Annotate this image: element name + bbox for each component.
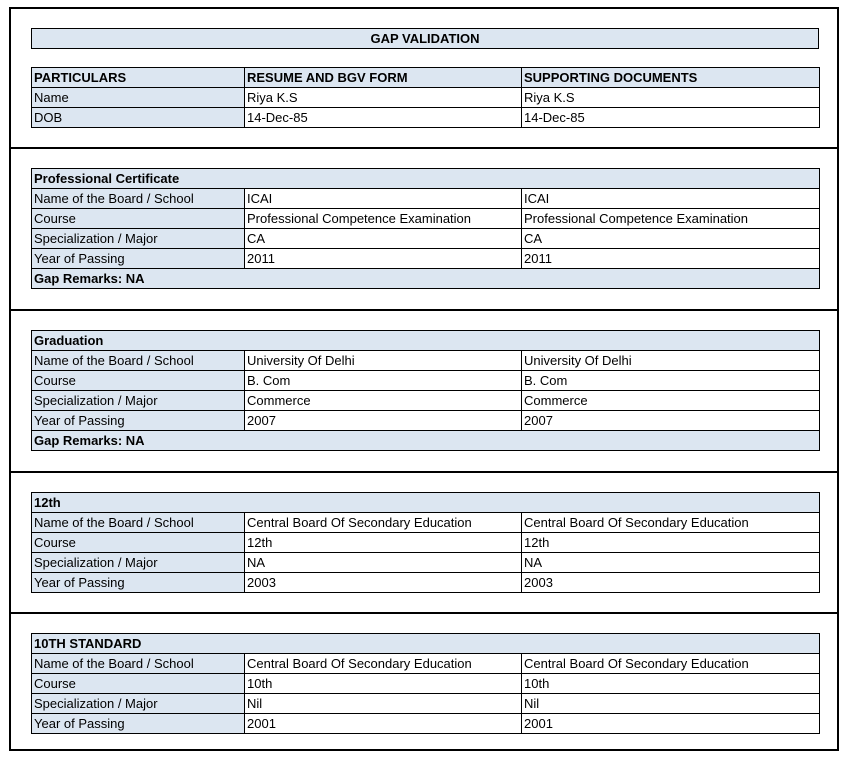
resume-value: ICAI xyxy=(245,189,522,209)
gap-remarks: Gap Remarks: NA xyxy=(32,269,820,289)
table-row xyxy=(32,209,820,229)
resume-value: 2007 xyxy=(245,411,522,431)
section-heading-row xyxy=(32,493,820,513)
resume-value: Nil xyxy=(245,694,522,714)
column-header-row xyxy=(32,68,820,88)
supporting-value: B. Com xyxy=(522,371,820,391)
section-divider xyxy=(9,471,839,473)
supporting-value: NA xyxy=(522,553,820,573)
row-label: Year of Passing xyxy=(32,573,245,593)
table-row xyxy=(32,573,820,593)
row-label: Specialization / Major xyxy=(32,391,245,411)
table-row xyxy=(32,553,820,573)
row-label: Name of the Board / School xyxy=(32,351,245,371)
supporting-value: 2007 xyxy=(522,411,820,431)
table-row xyxy=(32,351,820,371)
resume-value: Commerce xyxy=(245,391,522,411)
resume-value: Central Board Of Secondary Education xyxy=(245,513,522,533)
supporting-value: 2003 xyxy=(522,573,820,593)
resume-value: 14-Dec-85 xyxy=(245,108,522,128)
resume-value: 12th xyxy=(245,533,522,553)
resume-value: 2011 xyxy=(245,249,522,269)
row-label: Specialization / Major xyxy=(32,694,245,714)
section-heading-row xyxy=(32,169,820,189)
row-label: Name of the Board / School xyxy=(32,513,245,533)
supporting-value: Riya K.S xyxy=(522,88,820,108)
section-heading: 12th xyxy=(32,493,820,513)
resume-value: B. Com xyxy=(245,371,522,391)
section-professional-certificate xyxy=(31,168,820,289)
section-graduation xyxy=(31,330,820,451)
row-label: Year of Passing xyxy=(32,714,245,734)
row-label: Year of Passing xyxy=(32,249,245,269)
section-10th-standard xyxy=(31,633,820,734)
supporting-value: 2001 xyxy=(522,714,820,734)
table-row xyxy=(32,411,820,431)
supporting-value: Commerce xyxy=(522,391,820,411)
row-label: Name of the Board / School xyxy=(32,654,245,674)
table-row xyxy=(32,249,820,269)
gap-remarks-row xyxy=(32,431,820,451)
gap-remarks-row xyxy=(32,269,820,289)
resume-value: Central Board Of Secondary Education xyxy=(245,654,522,674)
table-row xyxy=(32,391,820,411)
section-divider xyxy=(9,147,839,149)
supporting-value: CA xyxy=(522,229,820,249)
section-heading-row xyxy=(32,634,820,654)
supporting-value: Professional Competence Examination xyxy=(522,209,820,229)
supporting-value: Central Board Of Secondary Education xyxy=(522,513,820,533)
section-heading: Graduation xyxy=(32,331,820,351)
resume-value: Riya K.S xyxy=(245,88,522,108)
table-row xyxy=(32,714,820,734)
title-table xyxy=(31,28,819,49)
row-label: Course xyxy=(32,209,245,229)
table-row xyxy=(32,229,820,249)
row-label: Name of the Board / School xyxy=(32,189,245,209)
personal-table xyxy=(31,67,820,128)
header-resume: RESUME AND BGV FORM xyxy=(245,68,522,88)
table-row xyxy=(32,371,820,391)
section-heading: Professional Certificate xyxy=(32,169,820,189)
gap-remarks: Gap Remarks: NA xyxy=(32,431,820,451)
row-label: Specialization / Major xyxy=(32,229,245,249)
resume-value: CA xyxy=(245,229,522,249)
header-particulars: PARTICULARS xyxy=(32,68,245,88)
row-label: Course xyxy=(32,674,245,694)
row-label: Specialization / Major xyxy=(32,553,245,573)
supporting-value: University Of Delhi xyxy=(522,351,820,371)
page-title: GAP VALIDATION xyxy=(32,29,819,49)
resume-value: NA xyxy=(245,553,522,573)
table-row xyxy=(32,108,820,128)
resume-value: 2001 xyxy=(245,714,522,734)
resume-value: 10th xyxy=(245,674,522,694)
row-label: DOB xyxy=(32,108,245,128)
table-row xyxy=(32,189,820,209)
supporting-value: ICAI xyxy=(522,189,820,209)
section-heading-row xyxy=(32,331,820,351)
supporting-value: 14-Dec-85 xyxy=(522,108,820,128)
row-label: Course xyxy=(32,533,245,553)
supporting-value: 2011 xyxy=(522,249,820,269)
section-12th xyxy=(31,492,820,593)
section-divider xyxy=(9,612,839,614)
supporting-value: Nil xyxy=(522,694,820,714)
table-row xyxy=(32,88,820,108)
header-supporting: SUPPORTING DOCUMENTS xyxy=(522,68,820,88)
table-row xyxy=(32,533,820,553)
row-label: Course xyxy=(32,371,245,391)
supporting-value: 10th xyxy=(522,674,820,694)
section-heading: 10TH STANDARD xyxy=(32,634,820,654)
supporting-value: 12th xyxy=(522,533,820,553)
table-row xyxy=(32,654,820,674)
supporting-value: Central Board Of Secondary Education xyxy=(522,654,820,674)
row-label: Year of Passing xyxy=(32,411,245,431)
resume-value: Professional Competence Examination xyxy=(245,209,522,229)
section-divider xyxy=(9,309,839,311)
resume-value: 2003 xyxy=(245,573,522,593)
row-label: Name xyxy=(32,88,245,108)
table-row xyxy=(32,513,820,533)
table-row xyxy=(32,674,820,694)
resume-value: University Of Delhi xyxy=(245,351,522,371)
table-row xyxy=(32,694,820,714)
